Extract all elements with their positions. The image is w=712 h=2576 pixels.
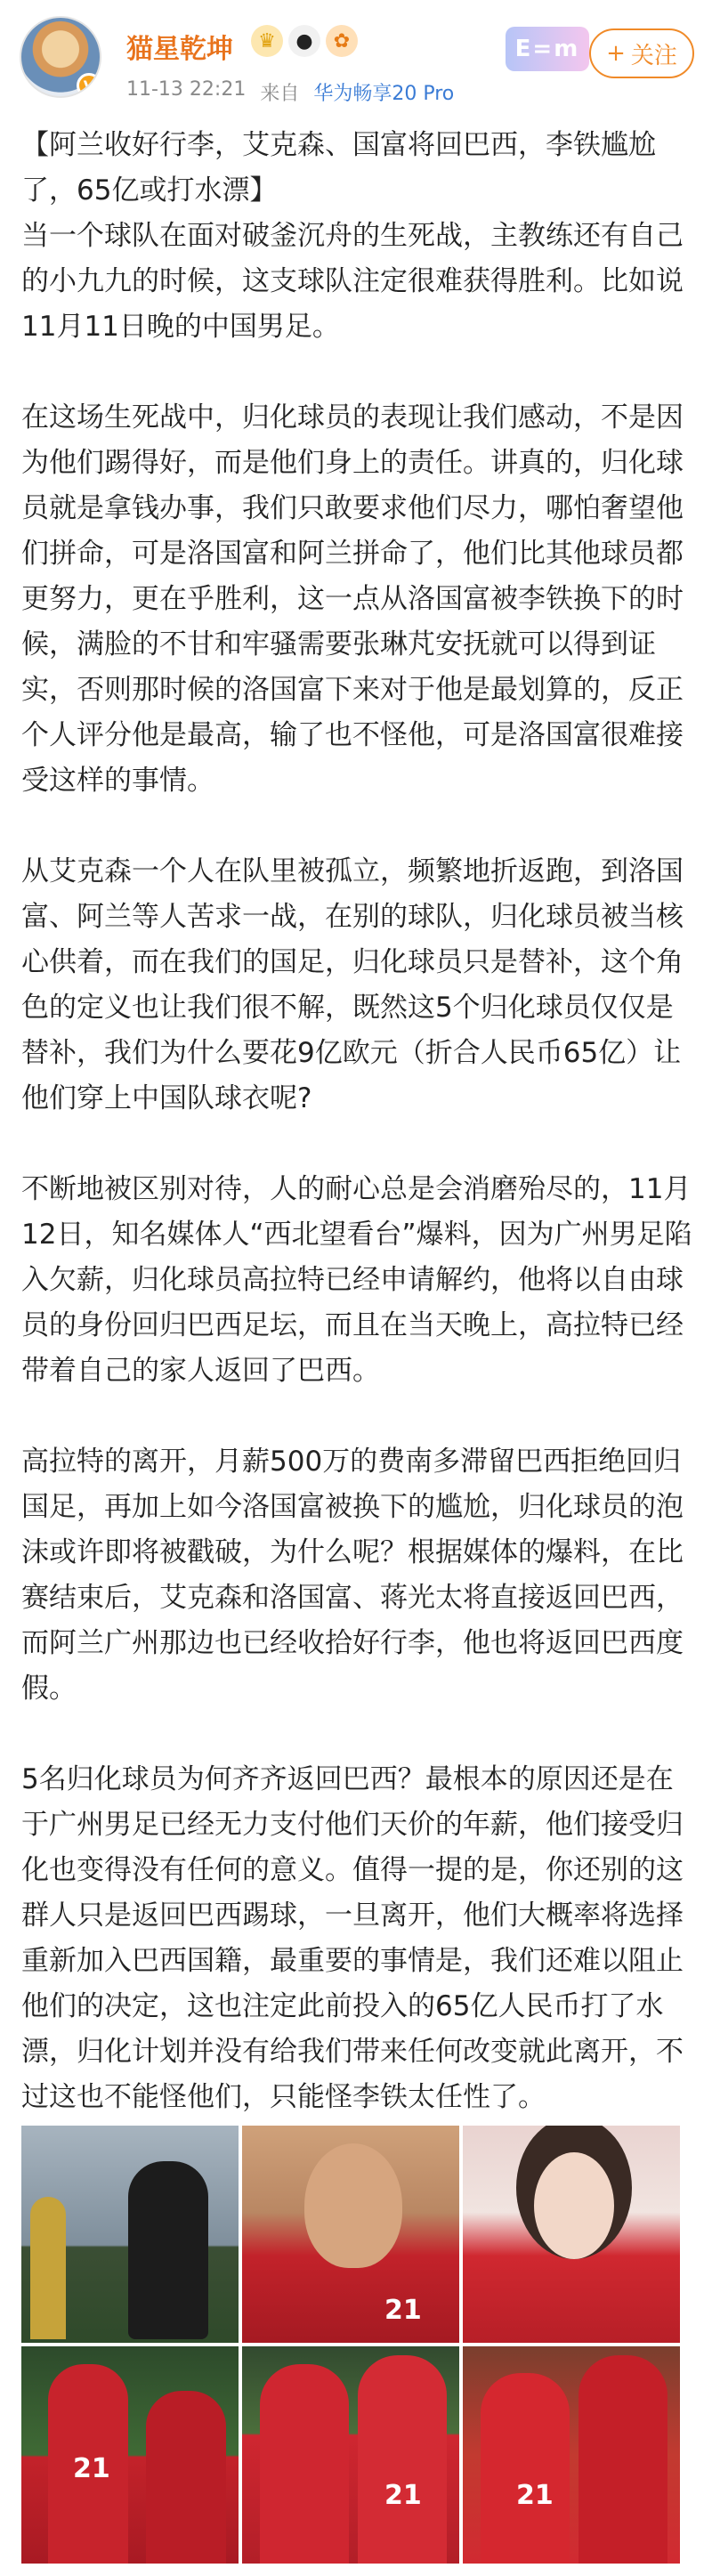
person-figure (128, 2161, 208, 2339)
jersey-number: 21 (384, 2480, 422, 2511)
photo-players-team[interactable] (463, 2346, 680, 2564)
user-badges (251, 25, 358, 57)
photo-gallery (21, 2126, 691, 2564)
photo-player-closeup[interactable] (242, 2126, 459, 2343)
jersey-number: 21 (516, 2480, 554, 2511)
post-paragraph: 当一个球队在面对破釜沉舟的生死战，主教练还有自己的小九九的时候，这支球队注定很难获得胜利。比如说11月11日晚的中国男足。 (21, 220, 684, 343)
jersey-number: 21 (73, 2453, 110, 2484)
post-paragraph: 高拉特的离开，月薪500万的费南多滞留巴西拒绝回归国足，再加上如今洛国富被换下的尴尬，归化球员的泡沫或许即将被戳破，为什么呢？根据媒体的爆料，在比赛结束后，艾克森和洛国富、蒋光太将直接返回巴西，而阿兰广州那边也已经收拾好行李，他也将返回巴西度假。 (21, 1446, 684, 1705)
jersey-number: 21 (384, 2295, 422, 2326)
person-figure (146, 2391, 226, 2564)
decoration-card[interactable]: E=m (506, 27, 589, 71)
crown-icon[interactable]: ♛ (251, 25, 283, 57)
post-paragraph: 从艾克森一个人在队里被孤立，频繁地折返跑，到洛国富、阿兰等人苦求一战，在别的球队，归化球员被当核心供着，而在我们的国足，归化球员只是替补，这个角色的定义也让我们很不解，既然这5个归化球员仅仅是替补，我们为什么要花9亿欧元（折合人民币65亿）让他们穿上中国队球衣呢? (21, 855, 684, 1114)
post-title: 【阿兰收好行李，艾克森、国富将回巴西，李铁尴尬了，65亿或打水漂】 (21, 129, 656, 207)
follow-button[interactable] (589, 28, 694, 78)
panda-icon[interactable]: ● (288, 25, 320, 57)
person-figure (30, 2197, 66, 2339)
verified-badge-icon: V (77, 73, 101, 98)
person-figure (304, 2143, 402, 2268)
person-figure (578, 2355, 668, 2564)
person-figure (260, 2364, 349, 2564)
person-figure (358, 2355, 447, 2564)
post-paragraph: 5名归化球员为何齐齐返回巴西？最根本的原因还是在于广州男足已经无力支付他们天价的年薪，他们接受归化也变得没有任何的意义。值得一提的是，你还别的这群人只是返回巴西踢球，一旦离开，他们大概率将选择重新加入巴西国籍，最重要的事情是，我们还难以阻止他们的决定，这也注定此前投入的65亿人民币打了水漂，归化计划并没有给我们带来任何改变就此离开，不过这也不能怪他们，只能怪李铁太任性了。 (21, 1763, 684, 2113)
plus-icon: + (606, 40, 626, 67)
person-figure (481, 2373, 570, 2564)
post-meta (126, 78, 454, 106)
photo-players-back[interactable] (21, 2346, 239, 2564)
post-paragraph: 不断地被区别对待，人的耐心总是会消磨殆尽的，11月12日，知名媒体人“西北望看台”爆料，因为广州男足陷入欠薪，归化球员高拉特已经申请解约，他将以自由球员的身份回归巴西足坛，而且在当天晚上，高拉特已经带着自己的家人返回了巴西。 (21, 1173, 692, 1387)
photo-female-fan[interactable] (463, 2126, 680, 2343)
post-time: 11-13 22:21 (126, 78, 247, 101)
post-paragraph: 在这场生死战中，归化球员的表现让我们感动，不是因为他们踢得好，而是他们身上的责任。讲真的，归化球员就是拿钱办事，我们只敢要求他们尽力，哪怕奢望他们拼命，可是洛国富和阿兰拼命了，他们比其他球员都更努力，更在乎胜利，这一点从洛国富被李铁换下的时候，满脸的不甘和牢骚需要张琳芃安抚就可以得到证实，否则那时候的洛国富下来对于他是最划算的，反正个人评分他是最高，输了也不怪他，可是洛国富很难接受这样的事情。 (21, 401, 684, 797)
source-prefix: 来自 (260, 83, 300, 105)
source-device[interactable]: 华为畅享20 Pro (313, 83, 455, 105)
cat-icon[interactable]: ✿ (326, 25, 358, 57)
photo-coach[interactable] (21, 2126, 239, 2343)
follow-label: 关注 (630, 42, 677, 69)
avatar[interactable] (20, 16, 101, 98)
person-figure (534, 2152, 614, 2259)
post-header (0, 0, 712, 116)
author-name[interactable]: 猫星乾坤 (126, 34, 233, 65)
post-body (21, 123, 694, 2166)
photo-players-celebrate[interactable] (242, 2346, 459, 2564)
